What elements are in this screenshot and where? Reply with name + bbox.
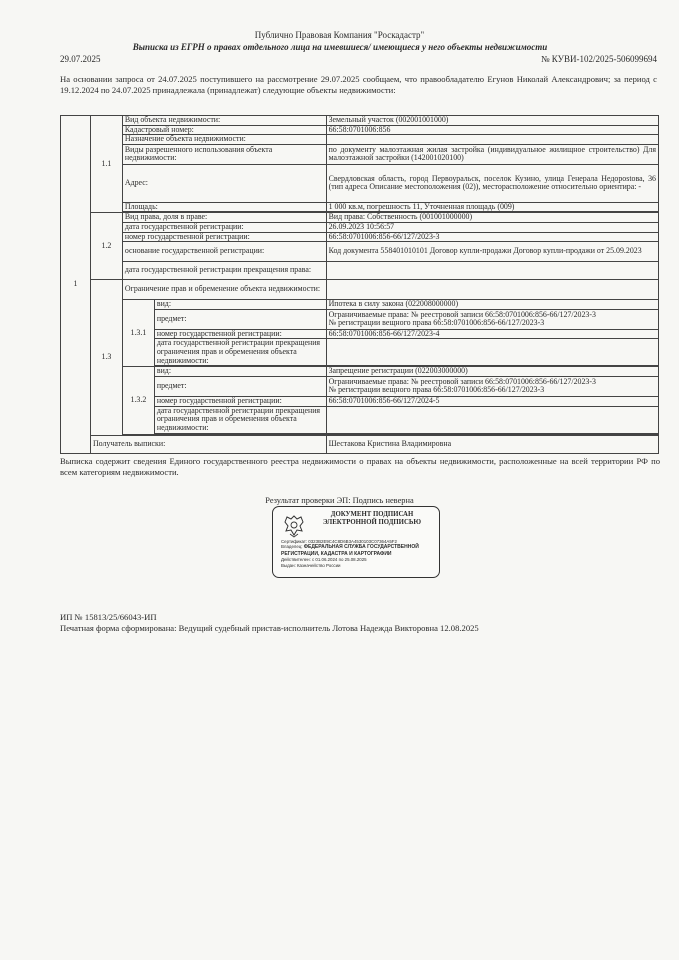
- right-termination-label: дата государственной регистрации прекращения права:: [122, 262, 326, 280]
- registration-number: № КУВИ-102/2025-506099694: [540, 54, 657, 64]
- encumbrance-2-termination-value: [326, 406, 658, 433]
- encumbrance-1-kind-value: Ипотека в силу закона (022008000000): [326, 300, 658, 310]
- area-label: Площадь:: [122, 202, 326, 212]
- stamp-heading: [311, 511, 433, 527]
- registration-number-value: 66:58:0701006:856-66/127/2023-3: [326, 232, 658, 242]
- section-1-3-number: 1.3: [90, 280, 122, 435]
- printed-by-line: Печатная форма сформирована: Ведущий судебный пристав-исполнитель Лотова Надежда Викторовна 12.08.2025: [60, 623, 479, 633]
- purpose-label: Назначение объекта недвижимости:: [122, 135, 326, 145]
- stamp-heading-line-1: ДОКУМЕНТ ПОДПИСАН: [330, 511, 414, 518]
- address-value: Свердловская область, город Первоуральск, поселок Кузино, улица Генерала Недорostова, 36 (тип адреса Описание местоположения (02)), месторасположение относительно ориентира: -: [326, 164, 658, 202]
- intro-paragraph: На основании запроса от 24.07.2025 поступившего на рассмотрение 29.07.2025 сообщаем, что правообладателю Егунов Николай Александрович; за период с 19.12.2024 по 24.07.2025 принадлежала (принадлежат) следующие объекты недвижимости:: [60, 74, 657, 95]
- signature-check-result: Результат проверки ЭП: Подпись неверна: [265, 496, 414, 505]
- encumbrance-2-termination-label: дата государственной регистрации прекращения ограничения прав и обременения объекта недвижимости:: [154, 406, 326, 433]
- encumbrance-1-subject-line-2: № регистрации вещного права 66:58:0701006:856-66/127/2023-3: [328, 318, 545, 328]
- object-type-label: Вид объекта недвижимости:: [122, 116, 326, 126]
- registration-number-label: номер государственной регистрации:: [122, 232, 326, 242]
- right-type-value: Вид права: Собственность (001001000000): [326, 213, 658, 223]
- encumbrance-1-regno-label: номер государственной регистрации:: [154, 329, 326, 339]
- right-type-label: Вид права, доля в праве:: [122, 213, 326, 223]
- purpose-value: [326, 135, 658, 145]
- encumbrance-1-termination-value: [326, 339, 658, 366]
- cadastral-number-value: 66:58:0701006:856: [326, 125, 658, 135]
- encumbrance-2-subject-line-1: Ограничиваемые права: № реестровой записи 66:58:0701006:856-66/127/2023-3: [328, 376, 596, 386]
- stamp-heading-line-2: ЭЛЕКТРОННОЙ ПОДПИСЬЮ: [322, 519, 422, 526]
- recipient-value: Шестакова Кристина Владимировна: [326, 435, 658, 453]
- stamp-issuer: Выдан: Казначейство России: [281, 562, 341, 568]
- encumbrance-2-kind-value: Запрещение регистрации (022003000000): [326, 367, 658, 377]
- stamp-certificate: Сертификат: 0323B2E9C4C8D6B3A4530103C07364A5F2: [281, 539, 397, 544]
- registration-basis-value: Код документа 558401010101 Договор купли-продажи Договор купли-продажи от 25.09.2023: [326, 242, 658, 262]
- permitted-use-label: Виды разрешенного использования объекта недвижимости:: [122, 144, 326, 164]
- encumbrance-heading: Ограничение прав и обременение объекта недвижимости:: [122, 280, 326, 300]
- encumbrance-2-subject-line-2: № регистрации вещного права 66:58:0701006:856-66/127/2023-3: [328, 385, 545, 395]
- section-1-2-number: 1.2: [90, 213, 122, 280]
- coat-of-arms-icon: [281, 514, 307, 538]
- encumbrance-2-regno-value: 66:58:0701006:856-66/127/2024-5: [326, 396, 658, 406]
- stamp-owner: ФЕДЕРАЛЬНАЯ СЛУЖБА ГОСУДАРСТВЕННОЙ РЕГИСТРАЦИИ, КАДАСТРА И КАРТОГРАФИИ: [281, 544, 419, 557]
- registration-basis-label: основание государственной регистрации:: [122, 242, 326, 262]
- area-value: 1 000 кв.м, погрешность 11, Уточненная площадь (009): [326, 202, 658, 212]
- encumbrance-2-regno-label: номер государственной регистрации:: [154, 396, 326, 406]
- footnote-paragraph: Выписка содержит сведения Единого государственного реестра недвижимости о правах на объекты недвижимости, расположенные на всей территории РФ по всем категориям недвижимости.: [60, 456, 660, 477]
- encumbrance-2-subject-value: [326, 376, 658, 396]
- document-title: Выписка из ЕГРН о правах отдельного лица на имевшиеся/ имеющиеся у него объекты недвижимости: [132, 42, 548, 52]
- document-date: 29.07.2025: [60, 54, 101, 64]
- cadastral-number-label: Кадастровый номер:: [122, 125, 326, 135]
- organization-name: Публично Правовая Компания "Роскадастр": [254, 30, 425, 40]
- encumbrance-1-termination-label: дата государственной регистрации прекращения ограничения прав и обременения объекта недвижимости:: [154, 339, 326, 366]
- row-number: 1: [61, 116, 91, 454]
- stamp-owner-row: [281, 544, 435, 557]
- stamp-validity: Действителен: с 01.06.2024 по 25.08.2025: [281, 557, 367, 563]
- encumbrance-1-subject-line-1: Ограничиваемые права: № реестровой записи 66:58:0701006:856-66/127/2023-3: [328, 309, 596, 319]
- encumbrance-2-number: 1.3.2: [122, 367, 154, 434]
- encumbrance-1-number: 1.3.1: [122, 300, 154, 367]
- encumbrance-2-subject-label: предмет:: [154, 376, 326, 396]
- recipient-label: Получатель выписки:: [90, 435, 326, 453]
- permitted-use-value: по документу малоэтажная жилая застройка (индивидуальное жилищное строительство) Для малоэтажной застройки (142001020100): [326, 144, 658, 164]
- object-type-value: Земельный участок (002001001000): [326, 116, 658, 126]
- address-label: Адрес:: [122, 164, 326, 202]
- encumbrance-1-kind-label: вид:: [154, 300, 326, 310]
- electronic-signature-stamp: [272, 506, 440, 578]
- registration-date-value: 26.09.2023 10:56:57: [326, 222, 658, 232]
- encumbrance-1-subject-label: предмет:: [154, 309, 326, 329]
- enforcement-case-number: ИП № 15813/25/66043-ИП: [60, 612, 157, 622]
- stamp-details: [281, 539, 435, 568]
- right-termination-value: [326, 262, 658, 280]
- property-table: [60, 115, 659, 454]
- encumbrance-1-regno-value: 66:58:0701006:856-66/127/2023-4: [326, 329, 658, 339]
- section-1-1-number: 1.1: [90, 116, 122, 213]
- encumbrance-2-kind-label: вид:: [154, 367, 326, 377]
- encumbrance-1-subject-value: [326, 309, 658, 329]
- stamp-owner-label: Владелец:: [281, 544, 303, 550]
- registration-date-label: дата государственной регистрации:: [122, 222, 326, 232]
